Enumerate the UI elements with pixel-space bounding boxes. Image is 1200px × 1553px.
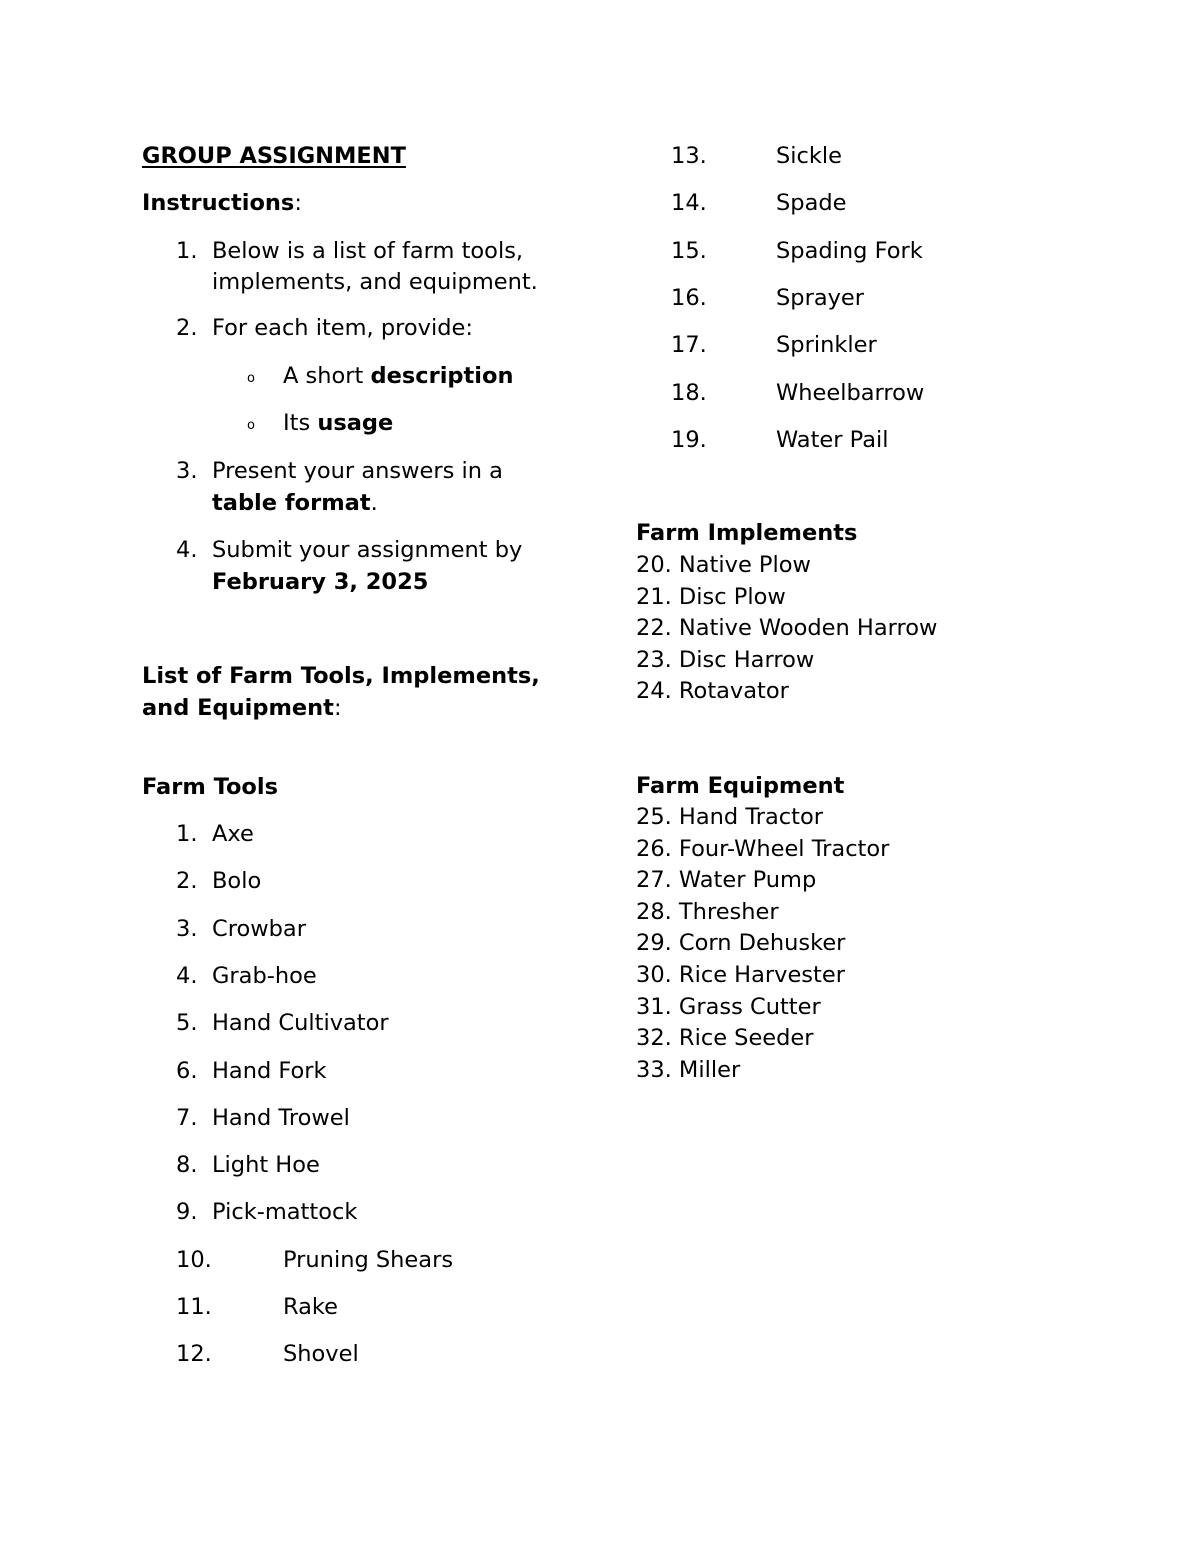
- instruction-1-number: 1.: [176, 238, 198, 264]
- tool-number: 2.: [176, 868, 198, 895]
- tool-name: Rake: [283, 1294, 338, 1320]
- list-heading-line2: [142, 697, 342, 720]
- implement-item: 23. Disc Harrow: [636, 646, 815, 673]
- tool-name: Bolo: [212, 868, 262, 895]
- farm-equipment-heading: Farm Equipment: [636, 773, 845, 799]
- equipment-item: 27. Water Pump: [636, 867, 817, 894]
- due-date: February 3, 2025: [212, 569, 429, 595]
- implement-item: 20. Native Plow: [636, 552, 811, 578]
- equipment-item: 25. Hand Tractor: [636, 804, 824, 830]
- bullet-icon: o: [247, 371, 255, 386]
- instruction-4-line1: Submit your assignment by: [212, 537, 523, 563]
- equipment-item: 32. Rice Seeder: [636, 1025, 814, 1052]
- tool-name: Sprinkler: [776, 332, 877, 359]
- tool-number: 18.: [671, 379, 707, 406]
- tool-name: Pick-mattock: [212, 1199, 358, 1226]
- tool-number: 15.: [671, 237, 707, 264]
- tool-name: Spade: [776, 190, 847, 217]
- instructions-label: Instructions: [142, 190, 295, 216]
- equipment-item: 26. Four-Wheel Tractor: [636, 835, 890, 862]
- tool-number: 12.: [176, 1341, 212, 1368]
- farm-tools-heading: Farm Tools: [142, 774, 278, 800]
- tool-name: Axe: [212, 821, 254, 847]
- subitem-usage: [283, 412, 393, 435]
- tool-number: 14.: [671, 190, 707, 217]
- tool-name: Grab-hoe: [212, 962, 317, 989]
- subitem-description-text: A short: [283, 363, 371, 389]
- tool-name: Spading Fork: [776, 237, 923, 264]
- equipment-item: 33. Miller: [636, 1056, 741, 1083]
- tool-name: Crowbar: [212, 915, 306, 942]
- tool-number: 11.: [176, 1294, 212, 1320]
- tool-number: 16.: [671, 284, 707, 311]
- tool-number: 4.: [176, 962, 198, 989]
- tool-name: Hand Fork: [212, 1057, 327, 1084]
- subitem-description: [283, 365, 514, 388]
- instruction-3-number: 3.: [176, 458, 198, 484]
- tool-number: 3.: [176, 915, 198, 942]
- tool-number: 8.: [176, 1152, 198, 1179]
- tool-name: Water Pail: [776, 426, 889, 453]
- list-heading-line1: List of Farm Tools, Implements,: [142, 663, 540, 689]
- subitem-usage-bold: usage: [317, 410, 394, 436]
- subitem-description-bold: description: [370, 363, 514, 389]
- tool-number: 7.: [176, 1104, 198, 1131]
- equipment-item: 31. Grass Cutter: [636, 993, 821, 1020]
- bullet-icon: o: [247, 418, 255, 433]
- instructions-colon: :: [294, 190, 302, 216]
- tool-number: 10.: [176, 1246, 212, 1273]
- page-title: GROUP ASSIGNMENT: [142, 143, 406, 169]
- instruction-3-line1: Present your answers in a: [212, 458, 503, 484]
- tool-number: 1.: [176, 821, 198, 847]
- equipment-item: 29. Corn Dehusker: [636, 930, 846, 957]
- tool-name: Hand Cultivator: [212, 1010, 389, 1037]
- instructions-heading: [142, 192, 302, 215]
- tool-number: 9.: [176, 1199, 198, 1226]
- tool-number: 6.: [176, 1057, 198, 1084]
- farm-implements-heading: Farm Implements: [636, 520, 858, 546]
- instruction-2-number: 2.: [176, 315, 198, 341]
- instruction-2-line1: For each item, provide:: [212, 315, 473, 341]
- list-heading-colon: :: [333, 695, 342, 721]
- tool-number: 19.: [671, 426, 707, 453]
- instruction-4-number: 4.: [176, 537, 198, 563]
- tool-name: Light Hoe: [212, 1152, 320, 1179]
- table-format-bold: table format: [212, 490, 371, 516]
- tool-name: Wheelbarrow: [776, 379, 925, 406]
- tool-number: 5.: [176, 1010, 198, 1037]
- tool-name: Hand Trowel: [212, 1104, 350, 1131]
- equipment-item: 30. Rice Harvester: [636, 962, 845, 988]
- instruction-3-line2: [212, 492, 378, 515]
- implement-item: 21. Disc Plow: [636, 583, 786, 610]
- equipment-item: 28. Thresher: [636, 898, 779, 925]
- instruction-3-tail: .: [370, 490, 378, 516]
- tool-name: Sprayer: [776, 284, 865, 311]
- implement-item: 24. Rotavator: [636, 678, 789, 705]
- instruction-1-line2: implements, and equipment.: [212, 269, 538, 295]
- tool-name: Sickle: [776, 143, 843, 169]
- subitem-usage-text: Its: [283, 410, 318, 436]
- implement-item: 22. Native Wooden Harrow: [636, 615, 938, 642]
- tool-number: 13.: [671, 143, 707, 169]
- tool-number: 17.: [671, 332, 707, 359]
- tool-name: Shovel: [283, 1341, 359, 1368]
- list-heading-bold: and Equipment: [142, 695, 334, 721]
- tool-name: Pruning Shears: [283, 1246, 454, 1273]
- instruction-1-line1: Below is a list of farm tools,: [212, 238, 524, 264]
